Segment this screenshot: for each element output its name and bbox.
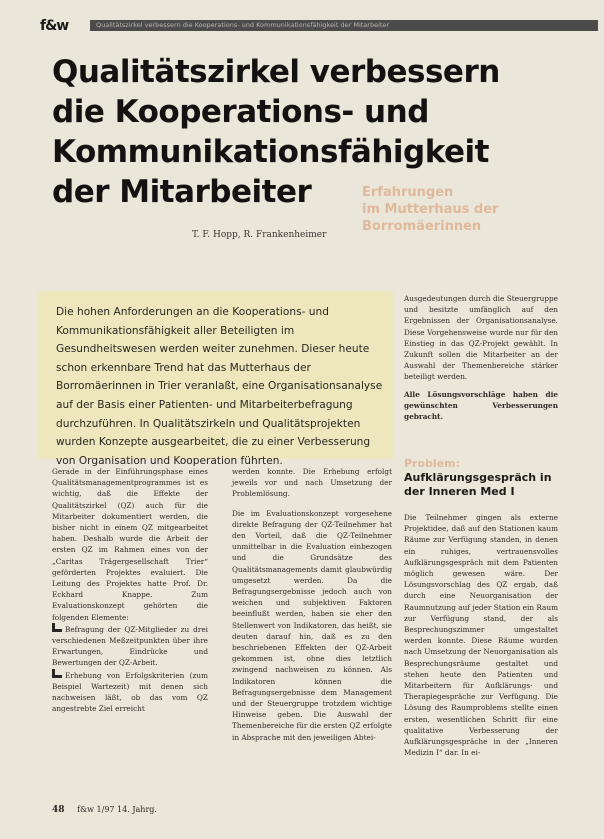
lead-box: [38, 291, 394, 467]
problem-heading: [404, 457, 560, 499]
subtitle-line: Erfahrungen: [362, 185, 454, 200]
title-line: Qualitätszirkel verbessern: [52, 54, 500, 90]
title-line: Kommunikationsfähigkeit: [52, 134, 489, 170]
title-line: der Mitarbeiter: [52, 174, 312, 210]
paragraph: werden konnte. Die Erhebung erfolgt jeweils vor und nach Umsetzung der Problemlösung.: [232, 467, 392, 499]
corner-marker-icon: [52, 623, 62, 632]
page-number: 48: [52, 805, 65, 815]
column-2: [232, 466, 392, 743]
running-head-text: Qualitätszirkel verbessern die Kooperations- und Kommunikationsfähigkeit der Mitarbeiter: [96, 21, 390, 29]
bold-paragraph: Alle Lösungsvorschläge haben die gewünschten Verbesserungen gebracht.: [404, 389, 558, 422]
list-item-text: Erhebung von Erfolgskriterien (zum Beispiel Wartezeit) mit denen sich nachweisen läßt, ob das vom QZ angestrebte Ziel erreicht: [52, 670, 208, 714]
corner-marker-icon: [52, 669, 62, 678]
journal-logo: f&w: [40, 18, 69, 34]
subtitle-line: im Mutterhaus der: [362, 202, 499, 217]
article-authors: T. F. Hopp, R. Frankenheimer: [192, 230, 327, 240]
paragraph: Die Teilnehmer gingen als externe Projektidee, daß auf den Stationen kaum Räume zur Verfügung standen, in denen ein ruhiges, vertrauensvolles Aufklärungsgespräch mit dem Patienten möglich gewesen wäre. Der Lösungsvorschlag des QZ ergab, daß durch eine Neuorganisation der Raumnutzung auf jeder Station ein Raum zur Verfügung stand, der als Besprechungszimmer umgestaltet werden konnte. Diese Räume wurden nach Umsetzung der Neuorganisation als Besprechungsräume gestaltet und stehen heute den Patienten und Mitarbeitern für Aufklärungs- und Therapiegespräche zur Verfügung. Die Lösung des Raumproblems stellte einen ersten, wesentlichen Schritt für eine qualitative Verbesserung der Aufklärungsgespräche in der „Inneren Medizin I“ dar. In ei-: [404, 513, 558, 758]
problem-title: Aufklärungsgespräch in der Inneren Med I: [404, 471, 552, 498]
column-1: [52, 466, 208, 714]
page-footer: [52, 805, 157, 815]
column-3: [404, 512, 558, 758]
lead-text: Die hohen Anforderungen an die Kooperations- und Kommunikationsfähigkeit aller Beteiligten im Gesundheitswesen werden weiter zunehmen. Dieser heute schon erkennbare Trend hat das Mutterhaus der Borromäerinnen in Trier veranlaßt, eine Organisationsanalyse auf der Basis einer Patienten- und Mitarbeiterbefragung durchzuführen. In Qualitätszirkeln und Qualitätsprojekten wurden Konzepte ausgearbeitet, die zu einer Verbesserung von Organisation und Kooperation führten.: [56, 306, 383, 467]
paragraph: Die im Evaluationskonzept vorgesehene direkte Befragung der QZ-Teilnehmer hat den Vorteil, daß die QZ-Teilnehmer unmittelbar in die Evaluation einbezogen und die Grundsätze des Qualitätsmanagements damit glaubwürdig umgesetzt werden. Da die Befragungsergebnisse jedoch auch von weichen und subjektiven Faktoren beeinflußt werden, haben sie eher den Stellenwert von Indikatoren, das heißt, sie deuten darauf hin, daß es zu den beschriebenen Effekten der QZ-Arbeit gekommen ist, ohne dies letztlich zwingend nachweisen zu können. Als Indikatoren können die Befragungsergebnisse dem Management und der Steuergruppe trotzdem wichtige Hinweise geben. Die Auswahl der Themenbereiche für die ersten QZ erfolgte in Absprache mit den jeweiligen Abtei-: [232, 508, 392, 742]
subtitle-line: Borromäerinnen: [362, 219, 482, 234]
list-item: [52, 623, 208, 669]
paragraph: Gerade in der Einführungsphase eines Qualitätsmanagementprogrammes ist es wichtig, daß die Effekte der Qualitätszirkel (QZ) auch für die Mitarbeiter dokumentiert werden, die bisher nicht in einem QZ mitgearbeitet haben. Deshalb wurde die Arbeit der ersten QZ im Rahmen eines von der „Caritas Trägergesellschaft Trier“ geförderten Projektes evaluiert. Die Leitung des Projektes hatte Prof. Dr. Eckhard Knappe. Zum Evaluationskonzept gehörten die folgenden Elemente:: [52, 467, 208, 622]
footer-source: f&w 1/97 14. Jahrg.: [77, 805, 157, 814]
list-item-text: Befragung der QZ-Mitglieder zu drei verschiedenen Meßzeitpunkten über ihre Erwartungen, Eindrücke und Bewertungen der QZ-Arbeit.: [52, 624, 208, 668]
page-header: [40, 18, 598, 34]
problem-label: Problem:: [404, 457, 461, 470]
title-line: die Kooperations- und: [52, 94, 429, 130]
running-head-bar: [90, 20, 598, 31]
paragraph: Ausgedeutungen durch die Steuergruppe und besitzte umfänglich auf den Ergebnissen der Organisationsanalyse. Diese Vorgehensweise wurde nur für den Einstieg in das QZ-Projekt gewählt. In Zukunft sollen die Mitarbeiter an der Auswahl der Themenbereiche stärker beteiligt werden.: [404, 294, 558, 382]
right-column-top: [404, 293, 558, 422]
article-subtitle: [362, 184, 562, 235]
list-item: [52, 669, 208, 715]
